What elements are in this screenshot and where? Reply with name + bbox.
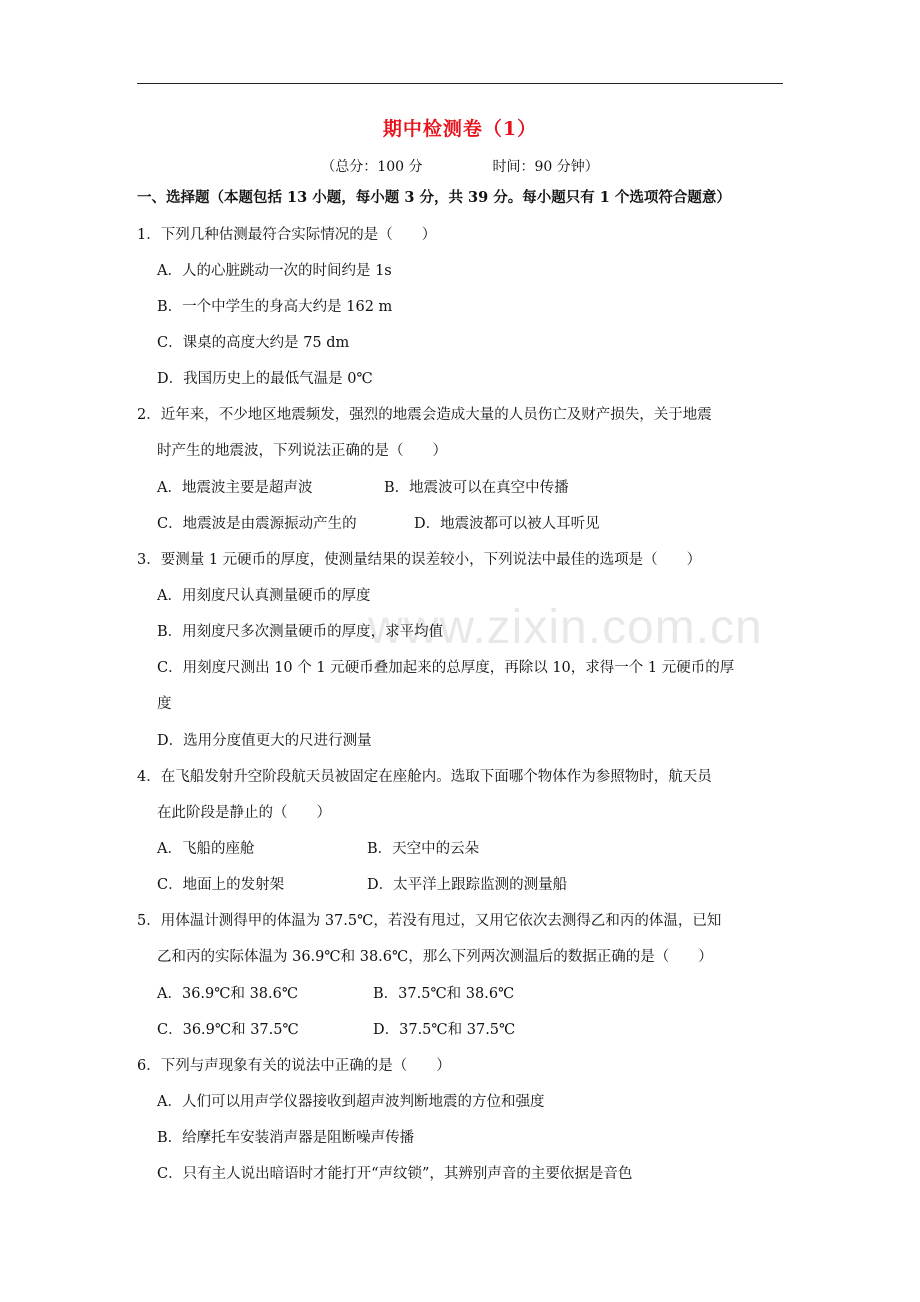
question-1-stem: 1．下列几种估测最符合实际情况的是（ ） — [137, 227, 437, 243]
question-1-option-a: A．人的心脏跳动一次的时间约是 1s — [157, 263, 392, 279]
exam-time: 时间：90 分钟） — [492, 159, 599, 175]
question-6-option-b: B．给摩托车安装消声器是阻断噪声传播 — [157, 1130, 415, 1146]
question-1-option-c: C．课桌的高度大约是 75 dm — [157, 335, 350, 351]
question-1-option-b: B．一个中学生的身高大约是 162 m — [157, 299, 393, 315]
question-5-option-c: C．36.9℃和 37.5℃ — [157, 1022, 299, 1038]
watermark: www.zixin.com.cn — [368, 601, 763, 654]
question-4-option-d: D．太平洋上跟踪监测的测量船 — [367, 877, 568, 893]
question-2-option-b: B．地震波可以在真空中传播 — [384, 480, 569, 496]
question-3-option-c-line1: C．用刻度尺测出 10 个 1 元硬币叠加起来的总厚度，再除以 10，求得一个 1 元硬币的厚 — [157, 660, 735, 676]
header-rule — [137, 83, 783, 84]
question-3-option-b: B．用刻度尺多次测量硬币的厚度，求平均值 — [157, 624, 444, 640]
question-4-option-b: B．天空中的云朵 — [367, 841, 480, 857]
question-3-option-d: D．选用分度值更大的尺进行测量 — [157, 733, 372, 749]
question-3-option-a: A．用刻度尺认真测量硬币的厚度 — [157, 588, 371, 604]
question-4-stem-line2: 在此阶段是静止的（ ） — [157, 805, 331, 821]
question-2-option-d: D．地震波都可以被人耳听见 — [414, 516, 600, 532]
total-score: （总分：100 分 — [321, 159, 423, 175]
question-4-stem-line1: 4．在飞船发射升空阶段航天员被固定在座舱内。选取下面哪个物体作为参照物时，航天员 — [137, 769, 712, 785]
question-4-option-a: A．飞船的座舱 — [157, 841, 255, 857]
question-6-stem: 6．下列与声现象有关的说法中正确的是（ ） — [137, 1058, 451, 1074]
question-5-option-b: B．37.5℃和 38.6℃ — [373, 986, 515, 1002]
question-2-option-a: A．地震波主要是超声波 — [157, 480, 313, 496]
section-heading: 一、选择题（本题包括 13 小题，每小题 3 分，共 39 分。每小题只有 1 个选项符合题意） — [137, 189, 731, 206]
question-4-option-c: C．地面上的发射架 — [157, 877, 285, 893]
question-6-option-c: C．只有主人说出暗语时才能打开“声纹锁”，其辨别声音的主要依据是音色 — [157, 1166, 633, 1182]
question-3-stem: 3．要测量 1 元硬币的厚度，使测量结果的误差较小，下列说法中最佳的选项是（ ） — [137, 552, 702, 568]
exam-info — [0, 156, 920, 176]
question-2-option-c: C．地震波是由震源振动产生的 — [157, 516, 357, 532]
question-3-option-c-line2: 度 — [157, 696, 172, 712]
question-1-option-d: D．我国历史上的最低气温是 0℃ — [157, 371, 373, 387]
question-2-stem-line1: 2．近年来，不少地区地震频发，强烈的地震会造成大量的人员伤亡及财产损失，关于地震 — [137, 407, 712, 423]
question-6-option-a: A．人们可以用声学仪器接收到超声波判断地震的方位和强度 — [157, 1094, 545, 1110]
page-title: 期中检测卷（1） — [382, 118, 538, 140]
question-5-stem-line2: 乙和丙的实际体温为 36.9℃和 38.6℃，那么下列两次测温后的数据正确的是（ ） — [157, 949, 713, 965]
question-2-stem-line2: 时产生的地震波，下列说法正确的是（ ） — [157, 443, 447, 459]
question-5-stem-line1: 5．用体温计测得甲的体温为 37.5℃，若没有甩过，又用它依次去测得乙和丙的体温，已知 — [137, 913, 722, 929]
question-5-option-a: A．36.9℃和 38.6℃ — [157, 986, 299, 1002]
question-5-option-d: D．37.5℃和 37.5℃ — [373, 1022, 516, 1038]
